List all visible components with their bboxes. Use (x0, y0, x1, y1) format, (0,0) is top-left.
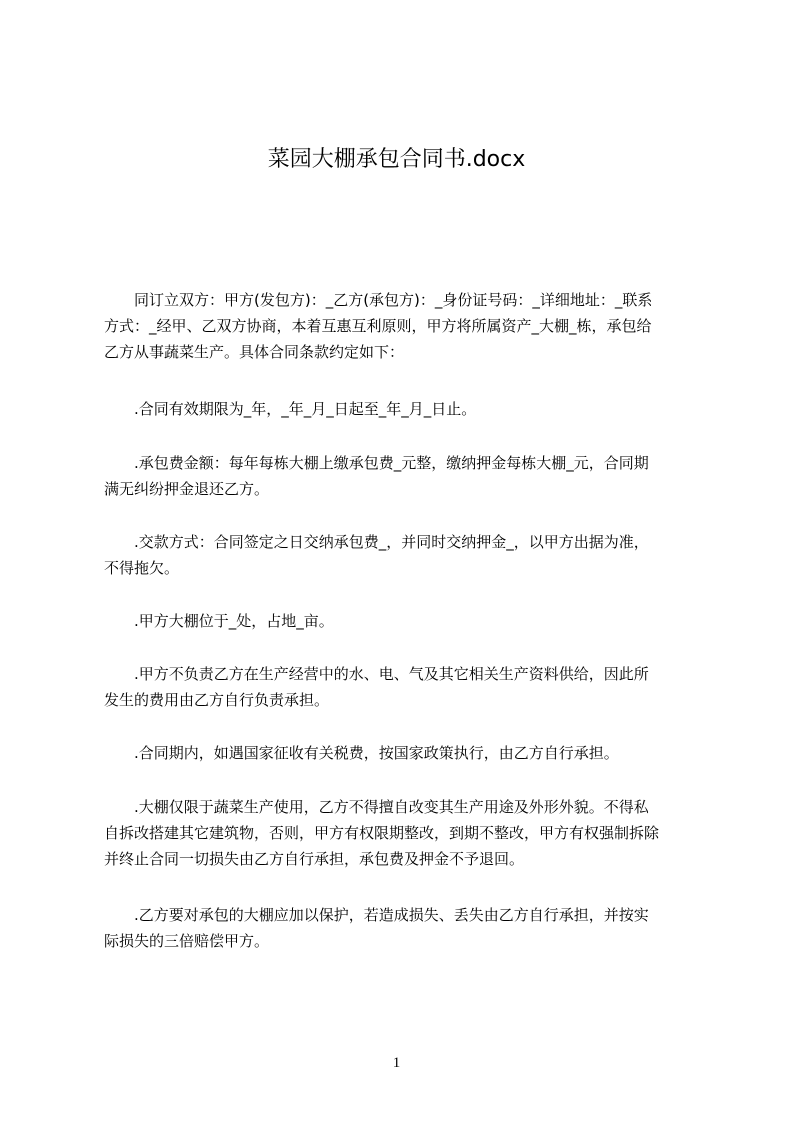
paragraph-line: .交款方式：合同签定之日交纳承包费_，并同时交纳押金_，以甲方出据为准， (134, 533, 649, 551)
paragraph-line: .合同期内，如遇国家征收有关税费，按国家政策执行，由乙方自行承担。 (134, 744, 619, 762)
contract-clause-paragraph (104, 529, 704, 581)
paragraph-line: .甲方不负责乙方在生产经营中的水、电、气及其它相关生产资料供给，因此所 (134, 665, 649, 683)
contract-clause-paragraph (104, 740, 704, 766)
paragraph-line: 不得拖欠。 (104, 559, 180, 577)
paragraph-line: 并终止合同一切损失由乙方自行承担，承包费及押金不予退回。 (104, 850, 525, 868)
contract-clause-paragraph (104, 396, 704, 422)
paragraph-line: .承包费金额：每年每栋大棚上缴承包费_元整，缴纳押金每栋大棚_元，合同期 (134, 454, 649, 472)
contract-clause-paragraph (104, 608, 704, 634)
paragraph-line: 同订立双方：甲方(发包方)：_乙方(承包方)：_身份证号码：_详细地址：_联系 (134, 291, 653, 309)
page-number: 1 (392, 1055, 401, 1071)
paragraph-line: 方式：_经甲、乙双方协商，本着互惠互利原则，甲方将所属资产_大棚_栋，承包给 (104, 317, 652, 335)
paragraph-line: 际损失的三倍赔偿甲方。 (104, 932, 270, 950)
paragraph-line: 发生的费用由乙方自行负责承担。 (104, 691, 330, 709)
paragraph-line: .合同有效期限为_年，_年_月_日起至_年_月_日止。 (134, 400, 477, 418)
paragraph-line: .乙方要对承包的大棚应加以保护，若造成损失、丢失由乙方自行承担，并按实 (134, 906, 649, 924)
contract-clause-paragraph (104, 287, 704, 365)
document-title: 菜园大棚承包合同书.docx (267, 147, 526, 172)
paragraph-line: 乙方从事蔬菜生产。具体合同条款约定如下： (104, 343, 405, 361)
contract-clause-paragraph (104, 661, 704, 713)
contract-clause-paragraph (104, 902, 704, 954)
paragraph-line: 满无纠纷押金退还乙方。 (104, 480, 270, 498)
contract-clause-paragraph (104, 450, 704, 502)
paragraph-line: 自拆改搭建其它建筑物，否则，甲方有权限期整改，到期不整改，甲方有权强制拆除 (104, 824, 660, 842)
contract-clause-paragraph (104, 794, 704, 872)
paragraph-line: .大棚仅限于蔬菜生产使用，乙方不得擅自改变其生产用途及外形外貌。不得私 (134, 798, 649, 816)
paragraph-line: .甲方大棚位于_处，占地_亩。 (134, 612, 334, 630)
